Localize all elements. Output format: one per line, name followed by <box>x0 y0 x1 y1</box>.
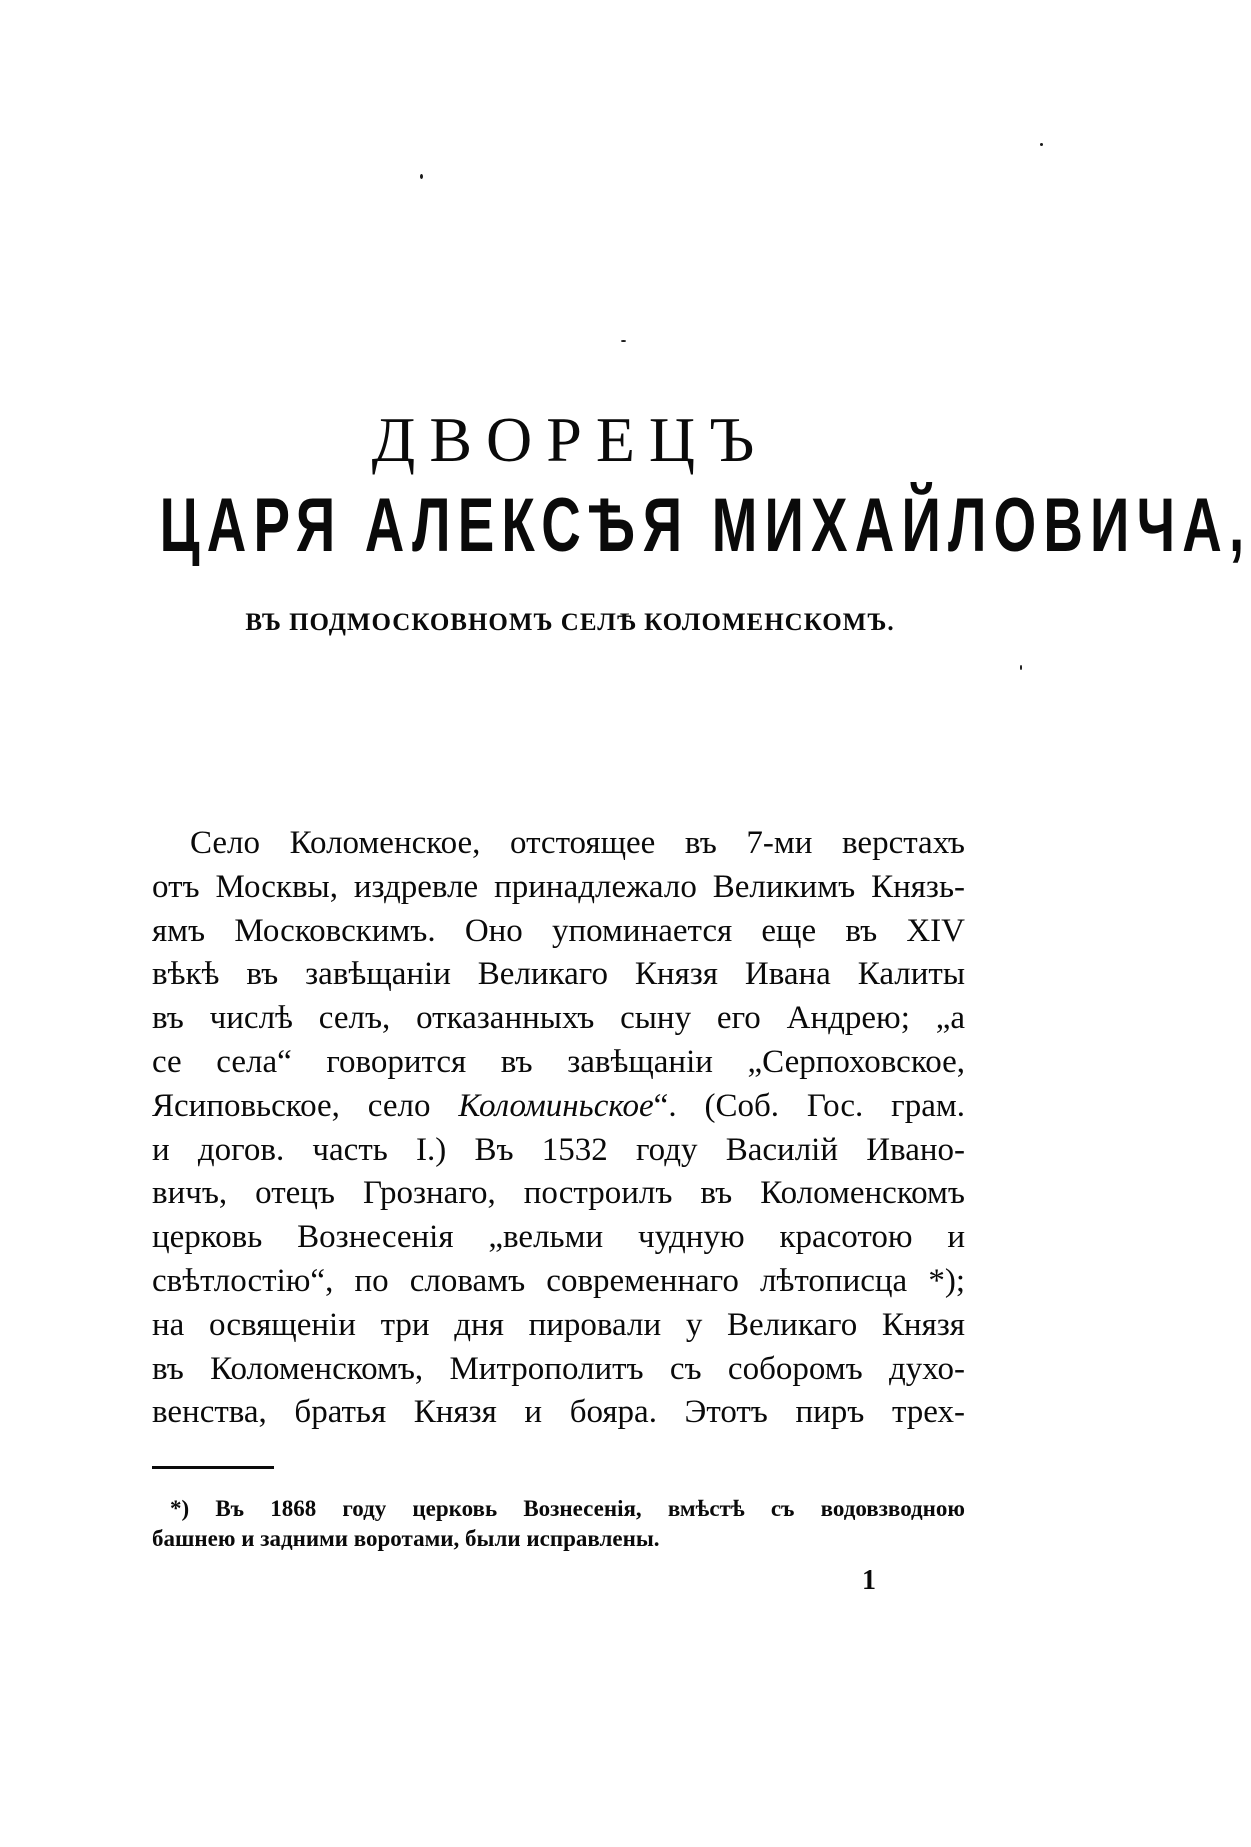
body-paragraph <box>152 822 965 1435</box>
body-line: и догов. часть I.) Въ 1532 году Василiй Ивано- <box>152 1131 965 1168</box>
page-number: 1 <box>862 1565 876 1596</box>
title-line-1: ДВОРЕЦЪ <box>371 404 769 475</box>
body-line: Село Коломенское, отстоящее въ 7-ми верстахъ <box>190 825 965 861</box>
italic-village-name: Коломиньское <box>458 1087 654 1124</box>
scan-speck <box>1020 665 1022 670</box>
body-line: въ числѣ селъ, отказанныхъ сыну его Андрею; „а <box>152 1000 965 1037</box>
body-line: венства, братья Князя и бояра. Этотъ пиръ трех- <box>152 1394 965 1431</box>
footnote-line: *) Въ 1868 году церковь Вознесенiя, вмѣстѣ съ водовзводною <box>170 1496 965 1521</box>
scan-speck <box>420 174 423 179</box>
body-line: отъ Москвы, издревле принадлежало Великимъ Князь- <box>152 868 965 905</box>
title-line-2: ЦАРЯ АЛЕКСѢЯ МИХАЙЛОВИЧА, <box>159 483 1251 568</box>
body-line-start: Ясиповьское, село <box>152 1087 459 1124</box>
body-line: церковь Вознесенiя „вельми чудную красотою и <box>152 1219 965 1256</box>
body-line: се села“ говорится въ завѣщанiи „Серпоховское, <box>152 1043 965 1080</box>
body-line-with-italic <box>152 1085 965 1129</box>
body-line: на освященiи три дня пировали у Великаго Князя <box>152 1306 965 1343</box>
scan-speck <box>621 340 626 342</box>
body-line: въ Коломенскомъ, Митрополитъ съ соборомъ духо- <box>152 1350 965 1387</box>
body-line: ямъ Московскимъ. Оно упоминается еще въ XIV <box>152 912 965 949</box>
body-line: вѣкѣ въ завѣщанiи Великаго Князя Ивана Калиты <box>152 956 965 993</box>
footnote <box>152 1494 965 1554</box>
footnote-line: башнею и задними воротами, были исправлены. <box>152 1526 660 1551</box>
scan-speck <box>1040 143 1043 146</box>
footnote-divider <box>152 1466 274 1469</box>
title-line-3: ВЪ ПОДМОСКОВНОМЪ СЕЛѢ КОЛОМЕНСКОМЪ. <box>245 609 895 636</box>
body-line-tail: “. (Соб. Гос. грам. <box>653 1087 966 1124</box>
body-line: свѣтлостiю“, по словамъ современнаго лѣтописца *); <box>152 1262 965 1299</box>
body-line: вичъ, отецъ Грознаго, построилъ въ Коломенскомъ <box>152 1175 965 1212</box>
